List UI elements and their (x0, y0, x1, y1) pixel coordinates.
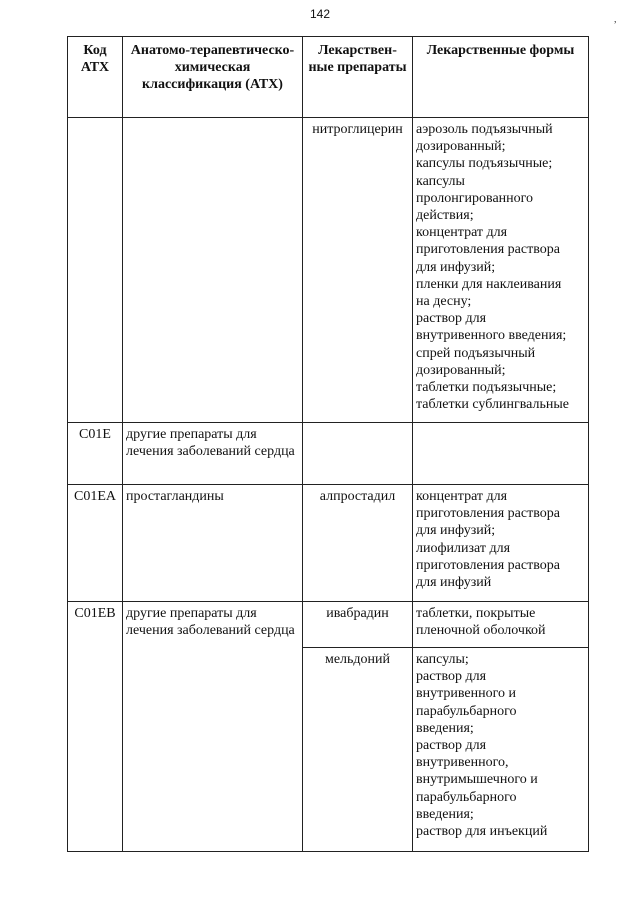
dosage-form-line: пленки для наклеивания (416, 276, 562, 292)
dosage-form-line: раствор для инъекций (416, 824, 548, 840)
row-forms (413, 485, 589, 602)
dosage-form-line: спрей подъязычный (416, 345, 536, 361)
corner-mark: , (614, 14, 617, 25)
dosage-form-line: действия; (416, 208, 474, 224)
dosage-form-line: введения; (416, 720, 474, 736)
dosage-form-line: пролонгированного (416, 190, 534, 206)
row-drug: алпростадил (303, 485, 413, 602)
row-classification: другие препараты для лечения заболеваний сердца (123, 602, 303, 852)
row-code (68, 118, 123, 423)
dosage-form-line: капсулы; (416, 652, 469, 667)
row-forms (413, 602, 589, 648)
page-number: 142 (309, 7, 331, 21)
table-row (68, 118, 589, 423)
row-classification: простагландины (123, 485, 303, 602)
row-classification (123, 118, 303, 423)
row-drug: ивабрадин (303, 602, 413, 648)
dosage-form-line: парабульбарного (416, 789, 517, 805)
dosage-form-line: раствор для (416, 669, 487, 685)
dosage-form-line: капсулы (416, 173, 465, 189)
dosage-form-line: для инфузий; (416, 523, 496, 539)
dosage-form-line: внутримышечного и (416, 772, 538, 788)
dosage-form-line: приготовления раствора (416, 242, 560, 258)
dosage-form-line: внутривенного и (416, 686, 516, 702)
dosage-form-line: таблетки сублингвальные (416, 397, 569, 413)
row-code: C01EB (68, 602, 123, 852)
row-forms (413, 423, 589, 485)
row-forms (413, 648, 589, 852)
dosage-form-line: раствор для (416, 738, 487, 754)
dosage-form-line: для инфузий (416, 575, 492, 591)
row-drug (303, 423, 413, 485)
dosage-form-line: таблетки подъязычные; (416, 380, 557, 396)
dosage-form-line: лиофилизат для (416, 540, 511, 556)
table-row (68, 423, 589, 485)
table-row (68, 602, 589, 648)
dosage-form-line: дозированный; (416, 362, 506, 378)
dosage-form-line: приготовления раствора (416, 506, 560, 522)
header-classification: Анатомо-терапевтическо-химическая классификация (АТХ) (123, 37, 303, 118)
row-forms (413, 118, 589, 423)
dosage-form-line: на десну; (416, 294, 472, 310)
dosage-form-line: капсулы подъязычные; (416, 156, 553, 172)
row-drug: нитроглицерин (303, 118, 413, 423)
row-code: C01EA (68, 485, 123, 602)
dosage-form-line: раствор для (416, 311, 487, 327)
dosage-form-line: приготовления раствора (416, 557, 560, 573)
dosage-form-line: концентрат для (416, 489, 508, 504)
row-drug: мельдоний (303, 648, 413, 852)
row-code: C01E (68, 423, 123, 485)
table-row (68, 485, 589, 602)
table-header-row (68, 37, 589, 118)
header-forms: Лекарственные формы (413, 37, 589, 118)
dosage-form-line: аэрозоль подъязычный (416, 122, 553, 137)
header-code: Код АТХ (68, 37, 123, 118)
dosage-form-line: парабульбарного (416, 703, 517, 719)
atx-table (67, 36, 589, 852)
dosage-form-line: внутривенного, (416, 755, 509, 771)
dosage-form-line: пленочной оболочкой (416, 623, 546, 639)
row-classification: другие препараты для лечения заболеваний сердца (123, 423, 303, 485)
dosage-form-line: дозированный; (416, 139, 506, 155)
dosage-form-line: концентрат для (416, 225, 508, 241)
dosage-form-line: для инфузий; (416, 259, 496, 275)
dosage-form-line: внутривенного введения; (416, 328, 567, 344)
dosage-form-line: таблетки, покрытые (416, 606, 536, 621)
dosage-form-line: введения; (416, 806, 474, 822)
header-drugs: Лекарствен-ные препараты (303, 37, 413, 118)
